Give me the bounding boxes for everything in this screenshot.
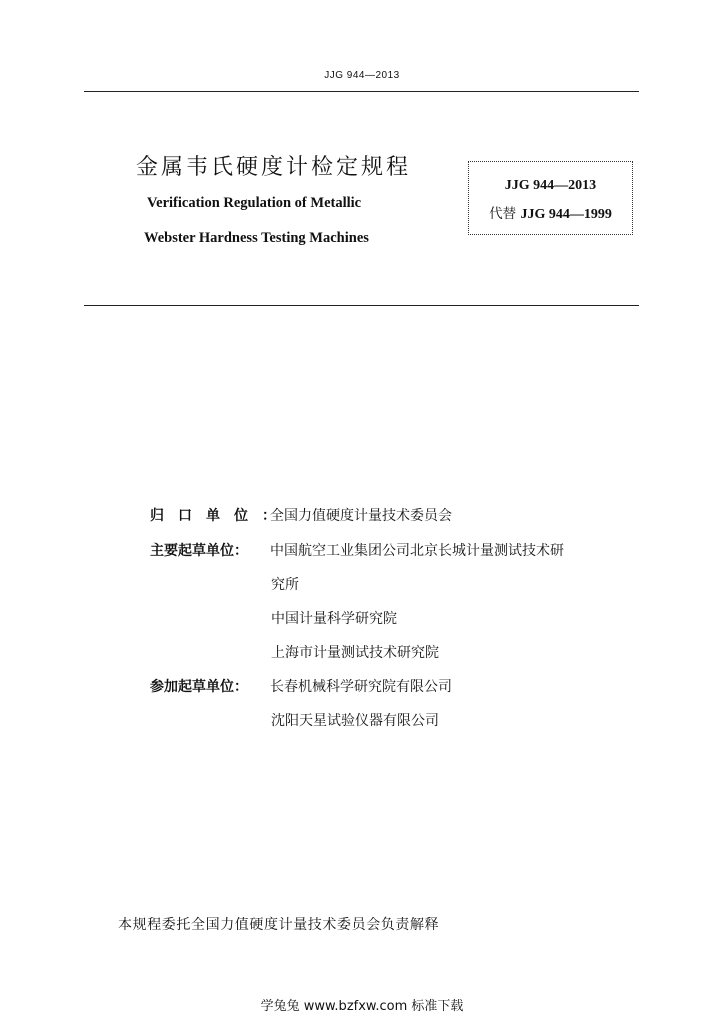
- interpretation-note: 本规程委托全国力值硬度计量技术委员会负责解释: [118, 917, 440, 933]
- participating-drafting-row: [150, 676, 452, 696]
- main-drafting-row: [150, 540, 564, 560]
- replaces-code-line: [469, 202, 632, 223]
- title-english-line2: Webster Hardness Testing Machines: [144, 230, 369, 246]
- participating-drafting-value-2: 沈阳天星试验仪器有限公司: [271, 713, 439, 729]
- responsible-unit-row: [150, 505, 452, 525]
- watermark-text: 学兔兔 www.bzfxw.com 标准下载: [260, 999, 464, 1014]
- replaces-code: JJG 944—1999: [520, 207, 612, 222]
- header-standard-code: JJG 944—2013: [324, 70, 400, 81]
- title-english-line1: Verification Regulation of Metallic: [147, 195, 362, 211]
- title-chinese: 金属韦氏硬度计检定规程: [136, 155, 412, 180]
- main-drafting-label: 主要起草单位：: [150, 543, 248, 559]
- title-bottom-rule: [84, 305, 639, 306]
- header-rule: [84, 91, 639, 92]
- main-drafting-value-1: 中国航空工业集团公司北京长城计量测试技术研: [270, 543, 564, 559]
- standard-code-box: [468, 161, 633, 235]
- participating-drafting-label: 参加起草单位：: [150, 679, 248, 695]
- responsible-unit-value: 全国力值硬度计量技术委员会: [270, 508, 452, 524]
- standard-code: JJG 944—2013: [504, 178, 597, 193]
- main-drafting-value-4: 上海市计量测试技术研究院: [271, 645, 439, 661]
- replaces-prefix: 代替: [489, 206, 517, 222]
- responsible-unit-label: 归口单位：: [150, 508, 290, 524]
- participating-drafting-value-1: 长春机械科学研究院有限公司: [270, 679, 452, 695]
- main-drafting-value-3: 中国计量科学研究院: [271, 611, 397, 627]
- main-drafting-value-2: 究所: [271, 577, 299, 593]
